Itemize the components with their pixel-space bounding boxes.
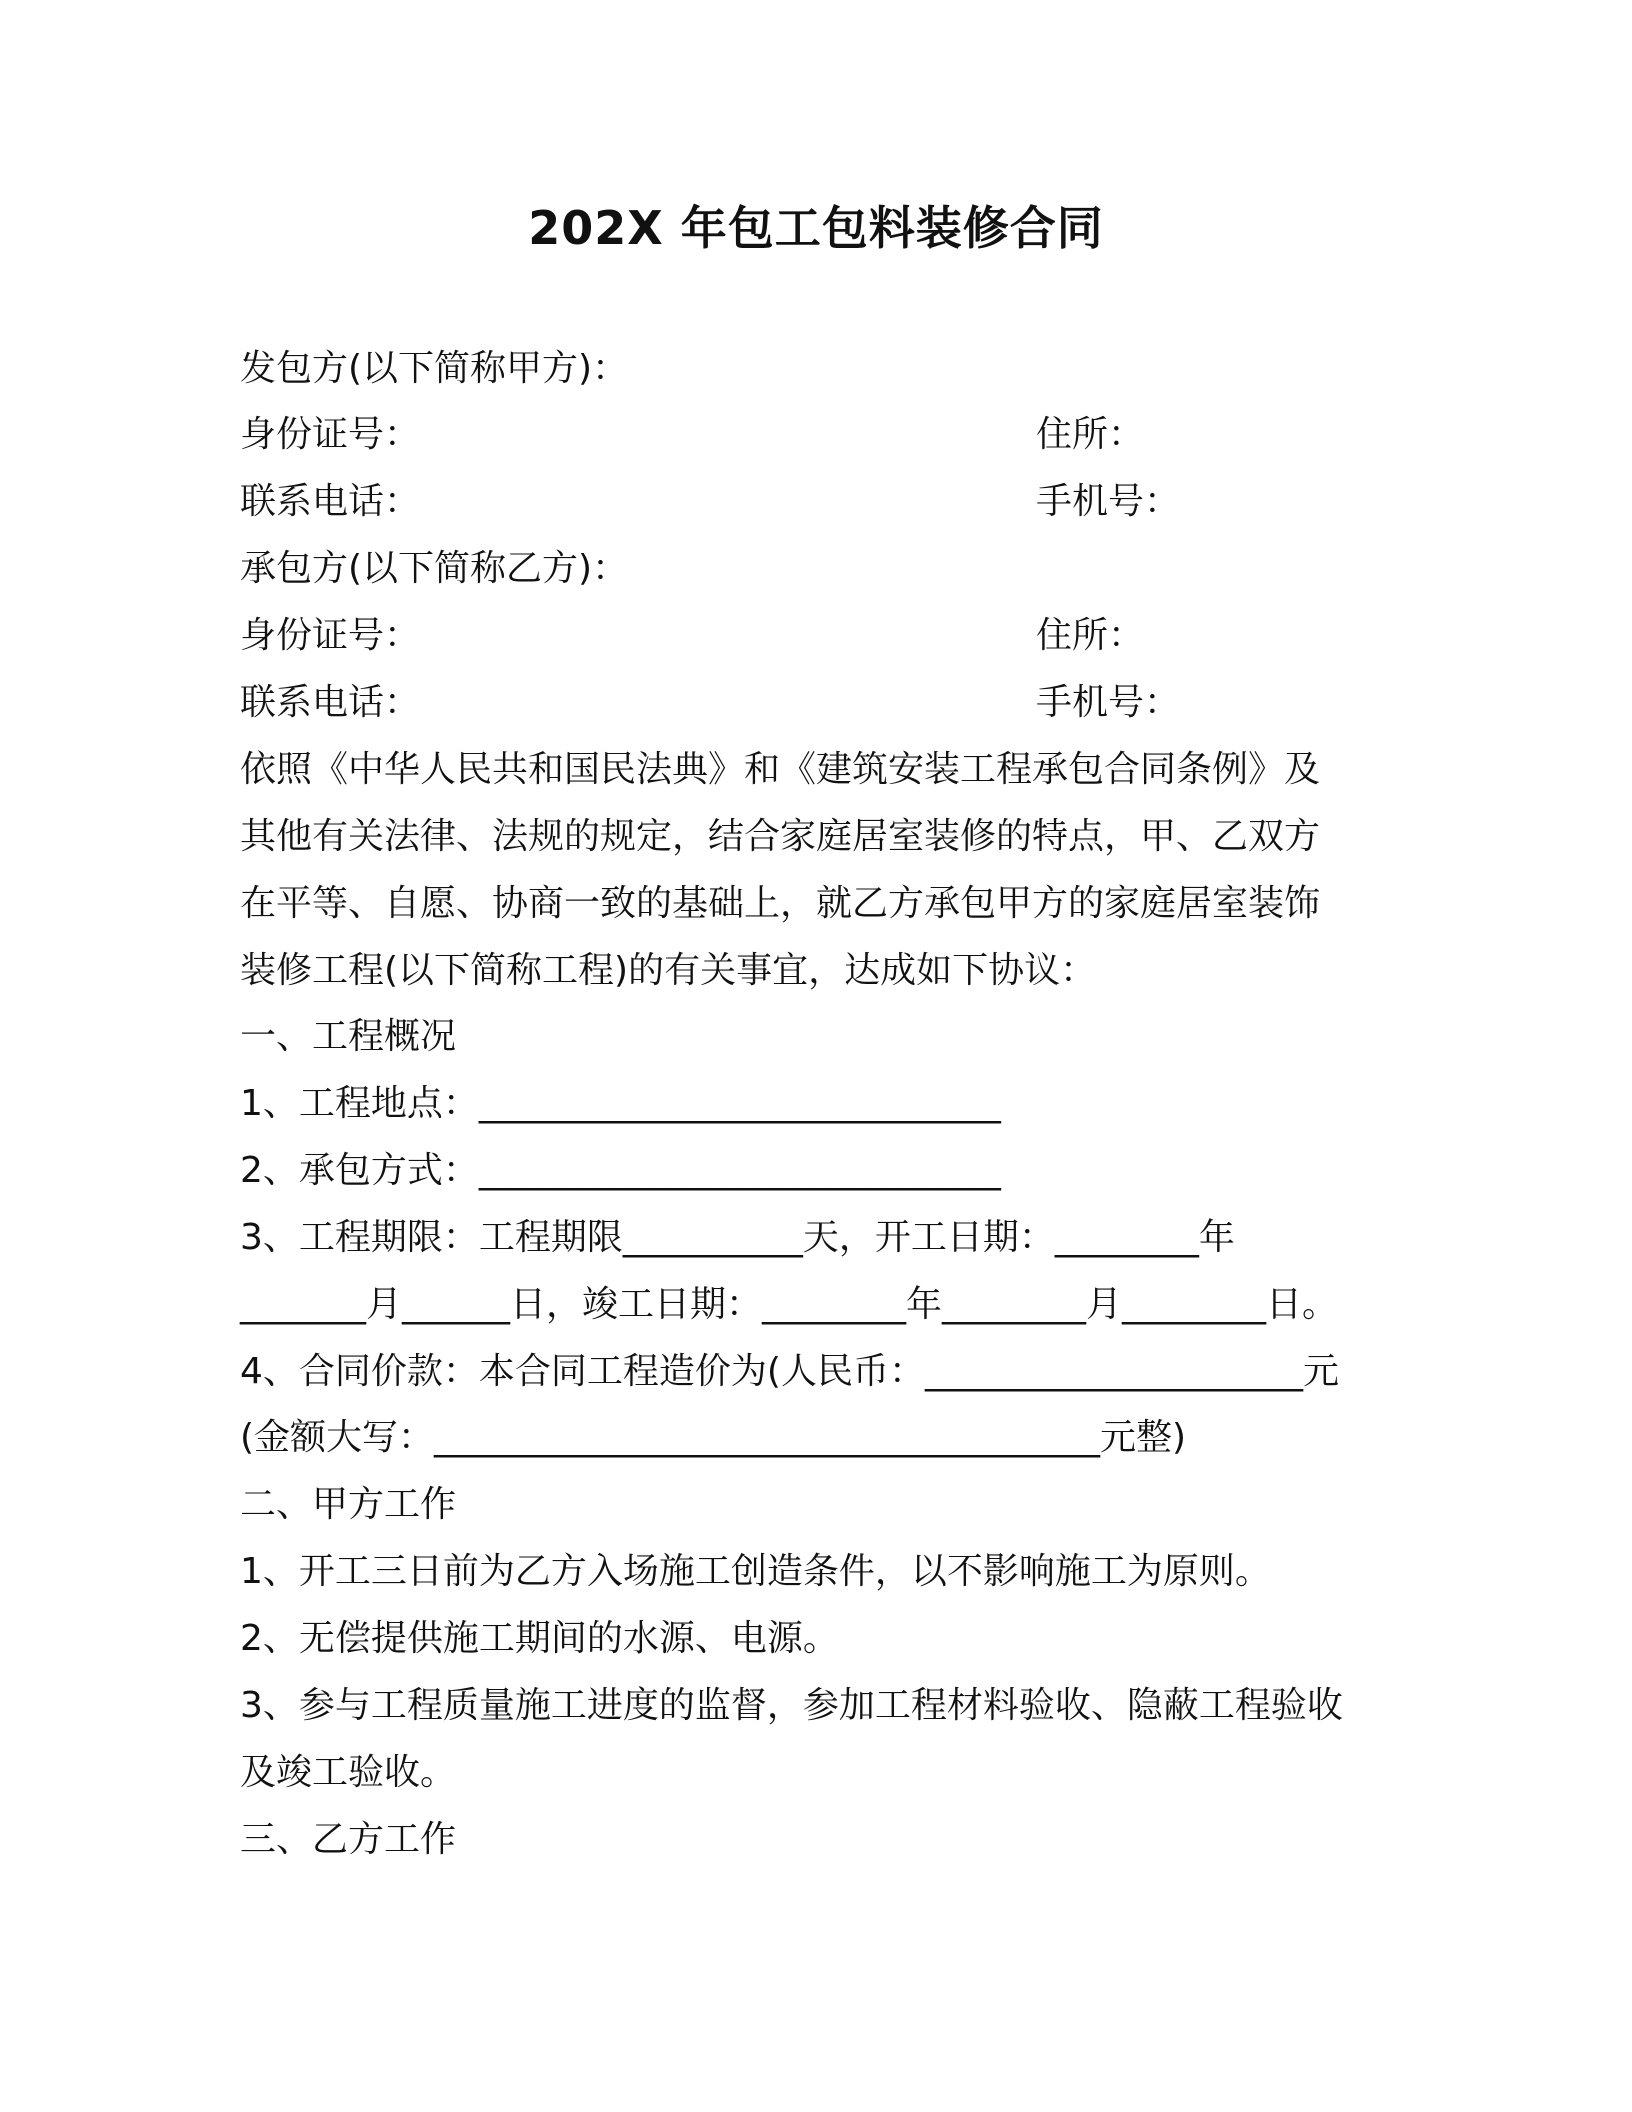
section-1-line: _______月______日，竣工日期：________年________月________日。 xyxy=(240,1284,1339,1325)
preamble-line: 在平等、自愿、协商一致的基础上，就乙方承包甲方的家庭居室装饰 xyxy=(240,883,1321,924)
document-title: 202X 年包工包料装修合同 xyxy=(528,201,1104,255)
party-b-id-label: 身份证号： xyxy=(240,615,421,656)
section-1-line: 1、工程地点：_____________________________ xyxy=(240,1083,1001,1124)
party-a-id-label: 身份证号： xyxy=(240,414,421,455)
party-b-phone-row xyxy=(240,679,1181,727)
section-1-line: 2、承包方式：_____________________________ xyxy=(240,1150,1001,1191)
preamble-line: 其他有关法律、法规的规定，结合家庭居室装修的特点，甲、乙双方 xyxy=(240,816,1321,857)
section-2-line: 3、参与工程质量施工进度的监督，参加工程材料验收、隐蔽工程验收 xyxy=(240,1685,1343,1726)
section-3-heading: 三、乙方工作 xyxy=(240,1819,457,1860)
section-2-line: 1、开工三日前为乙方入场施工创造条件，以不影响施工为原则。 xyxy=(240,1551,1271,1592)
section-2-line: 及竣工验收。 xyxy=(240,1752,457,1793)
party-a-heading: 发包方(以下简称甲方)： xyxy=(240,348,629,389)
section-1-heading: 一、工程概况 xyxy=(240,1016,457,1057)
party-a-address-label: 住所： xyxy=(1036,414,1145,455)
party-b-heading: 承包方(以下简称乙方)： xyxy=(240,548,629,589)
party-b-address-label: 住所： xyxy=(1036,615,1145,656)
preamble-line: 依照《中华人民共和国民法典》和《建筑安装工程承包合同条例》及 xyxy=(240,749,1321,790)
section-1-line: 4、合同价款：本合同工程造价为(人民币：_____________________元 xyxy=(240,1351,1339,1392)
party-a-mobile-label: 手机号： xyxy=(1036,481,1181,522)
section-1-line: (金额大写：_____________________________________元整) xyxy=(240,1417,1187,1458)
party-a-phone-row xyxy=(240,478,1181,526)
party-b-id-row xyxy=(240,612,1145,660)
section-2-line: 2、无偿提供施工期间的水源、电源。 xyxy=(240,1618,839,1659)
section-2-heading: 二、甲方工作 xyxy=(240,1484,457,1525)
party-a-phone-label: 联系电话： xyxy=(240,481,421,522)
party-b-phone-label: 联系电话： xyxy=(240,682,421,723)
party-a-id-row xyxy=(240,411,1145,459)
section-1-line: 3、工程期限：工程期限__________天，开工日期：________年 xyxy=(240,1217,1235,1258)
party-b-mobile-label: 手机号： xyxy=(1036,682,1181,723)
preamble-line: 装修工程(以下简称工程)的有关事宜，达成如下协议： xyxy=(240,950,1097,991)
